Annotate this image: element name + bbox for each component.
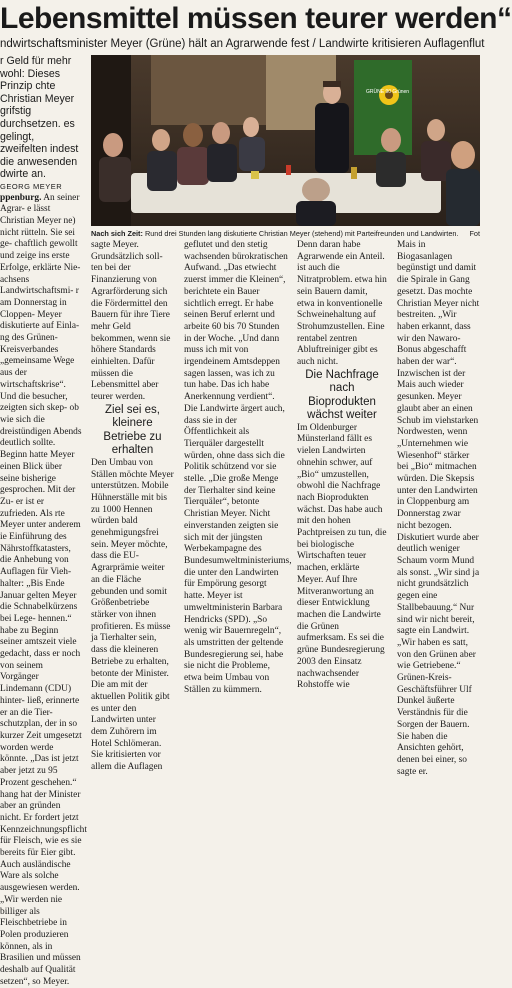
article-column-5 xyxy=(397,240,480,777)
meeting-photo-illustration xyxy=(91,55,480,226)
article-column-2 xyxy=(91,240,174,773)
article-body xyxy=(0,192,87,988)
article-body: Mais in Biogasanlagen begünstigt und damit die Spirale in Gang gesetzt. Das mochte Christian Meyer nicht bestreiten. „Wir haben erkannt, dass wir den Nawaro-Bonus abgeschafft haben der war“. Inzwischen ist der Mais auch wieder gesunken. Meyer glaubt aber an einen Schub im viehstarken Nordwesten, wenn „Unternehmen wie Wiesenhof“ stärker bei „Bio“ mitmachen würden. Die Skepsis unter den Landwirten in Cloppenburg am Donnerstag zwar nicht bezogen. Diskutiert wurde aber deutlich weniger Schaum vorm Mund als sonst. „Wir sind ja nicht grundsätzlich gegen eine Stallbebauung.“ Nur sind wir nicht bereit, sagte ein Landwirt. „Wir haben es satt, von den Grünen aber wie Getriebene.“ Grünen-Kreis-Geschäftsführer Ulf Dunkel äußerte Verständnis für die Sorgen der Bauern. Sie haben die Ansichten gehört, denen bei einer, so sagte er. xyxy=(397,240,480,777)
article-body: geflutet und den stetig wachsenden bürokratischen Aufwand. „Das etwiecht zuerst immer die Kleinen“, berichtete ein Bauer sichtlich erregt. Er habe seinen Beruf erlernt und arbeite 60 bis 70 Stunden in der Woche. „Und dann muss ich mit von irgendeinem Amtsdeppen sagen lassen, was ich zu tun habe. Das ich habe Anerkennung verdient“. Die Landwirte ärgert auch, dass sie in der Öffentlichkeit als Tierquäler dargestellt würden, ohne dass sich die Politik schützend vor sie stelle. „Die große Menge der Tierhalter sind keine Tierquäler“, betonte Christian Meyer. Nicht einverstanden zeigten sie sich mit der jüngsten Werbekampagne des Bundesumweltministeriums, die unter den Landwirten für Empörung gesorgt hatte. Meyer ist umweltministerin Barbara Hendricks (SPD). „So wenig wir Bauernregeln“, als umstritten der geltende Bundesregierung sei, habe sie nicht die Probleme, etwa beim Umbau von Ställen zu kümmern. xyxy=(184,240,292,695)
article-subhead: Die Nachfrage nach Bioprodukten wächst weiter xyxy=(305,368,379,422)
photo-caption xyxy=(91,228,480,239)
caption-label: Nach sich Zeit: xyxy=(91,229,143,238)
article-body-text: An seiner Agrar- e lässt Christian Meyer ne) nicht rütteln. Sie sei ge- chaftlich gewollt und zeige ins erste Erfolge, erklärte Nie- achsens Landwirtschaftsmi- r am Donnerstag in Cloppen- Meyer diskutierte auf Einla- ng des Grünen-Kreisverbandes „gemeinsame Wege aus der wirtschaftskrise“. Und die besucher, zeigten sich skep- ob wie sich die dreistündigen Abends deutlich sollte. Beginn hatte Meyer einen Blick über seine bisherige gesprochen. Mit der Zu- er ist er zufrieden. Als rte Meyer unter anderem ie Einführung des Nährstoffkatasters, die Anhebung von Auflagen für Vieh- halter: „Bis Ende Januar gelten Meyer die Schnabelkürzens bei Lege- hennen.“ habe zu Beginn seiner amtszeit viele gedacht, dass er noch von seinem Vorgänger Lindemann (CDU) hinter- ließ, erinnerte er an die Tier- schutzplan, der in so kurzer Zeit umgesetzt worden werde könnte. „Das ist jetzt aber jetzt zu 95 Prozent geschehen.“ hang hat der Minister aber an gründen nicht. Er fordert jetzt Kennzeichnungspflicht für Fleisch, wie es sie bereits für Eier gibt. Auch ausländische Ware als solche ausgewiesen werden. „Wir werden nie billiger als Fleischbetriebe in Polen produzieren können, als in Brasilien und müssen deshalb auf Qualität setzen“, so Meyer. xyxy=(0,192,87,987)
article-dateline: ppenburg. xyxy=(0,192,42,203)
article-photo xyxy=(91,55,480,226)
banner-text: GRÜNE 90 Grünen xyxy=(366,89,410,95)
article-body: Im Oldenburger Münsterland fällt es vielen Landwirten ohnehin schwer, auf „Bio“ umzustellen, obwohl die Nachfrage nach Bioprodukten wächst. Das habe auch mit den hohen Pachtpreisen zu tun, die bei biologische Wirtschaften teuer machen, erklärte Meyer. Auf Ihre Mitveranwortung an dieser Entwicklung machen die Landwirte die Grünen aufmerksam. Es sei die grüne Bundesregierung 2003 den Einsatz nachwachsender Rohstoffe wie xyxy=(297,422,387,691)
photo-credit: Fot xyxy=(469,229,480,238)
article-lead: r Geld für mehr wohl: Dieses Prinzip chte Christian Meyer grifstig durchsetzen. es gelingt, zweifelten indest die anwesenden dwirte an. xyxy=(0,55,79,181)
article-column-3 xyxy=(184,240,292,695)
article-body: sagte Meyer. Grundsätzlich soll- ten bei der Finanzierung von Agrarförderung sich die Fördermittel den Bauern für ihre Tiere mehr Geld bekommen, wenn sie höhere Standards einhielten. Dafür müssen die Lebensmittel aber teurer werden. xyxy=(91,240,171,403)
article-headline: Lebensmittel müssen teurer werden“ xyxy=(0,2,512,35)
article-column-4 xyxy=(297,240,387,691)
article-column-1 xyxy=(0,55,87,987)
article-subheadline: ndwirtschaftsminister Meyer (Grüne) hält an Agrarwende fest / Landwirte kritisieren Auflagenflut xyxy=(0,38,485,50)
article-subhead: Ziel sei es, kleinere Betriebe zu erhalten xyxy=(103,403,162,457)
wall-panel xyxy=(151,55,271,125)
standing-speaker xyxy=(315,103,349,173)
article-body: Denn daran habe Agrarwende ein Anteil. ist auch die Nitratproblem. etwa hin sein Bauern damit, etwa in konventionelle Schweinehaltung auf Strohumzustellen. Eine rentabel zentren Abluftreiniger gibt es auch nicht. xyxy=(297,240,387,368)
caption-text: Rund drei Stunden lang diskutierte Christian Meyer (stehend) mit Parteifreunden und Landwirten. xyxy=(144,229,459,238)
article-body: Den Umbau von Ställen möchte Meyer unterstützen. Mobile Hühnerställe mit bis zu 1000 Hennen würden bald genehmigungsfrei sein. Meyer möchte, dass die EU-Agrarprämie weiter an die Fläche gebunden und somit Größenbetriebe stärker von ihnen profitieren. Es müsse ja Tierhalter sein, dass die kleineren Betriebe zu erhalten, betonte der Minister. Die am mit der aktuellen Politik gibt es unter den Landwirten unter dem Zuhörern im Hotel Schlömeran. Sie kritisierten vor allem die Auflagen xyxy=(91,457,174,773)
article-author: GEORG MEYER xyxy=(0,181,63,191)
